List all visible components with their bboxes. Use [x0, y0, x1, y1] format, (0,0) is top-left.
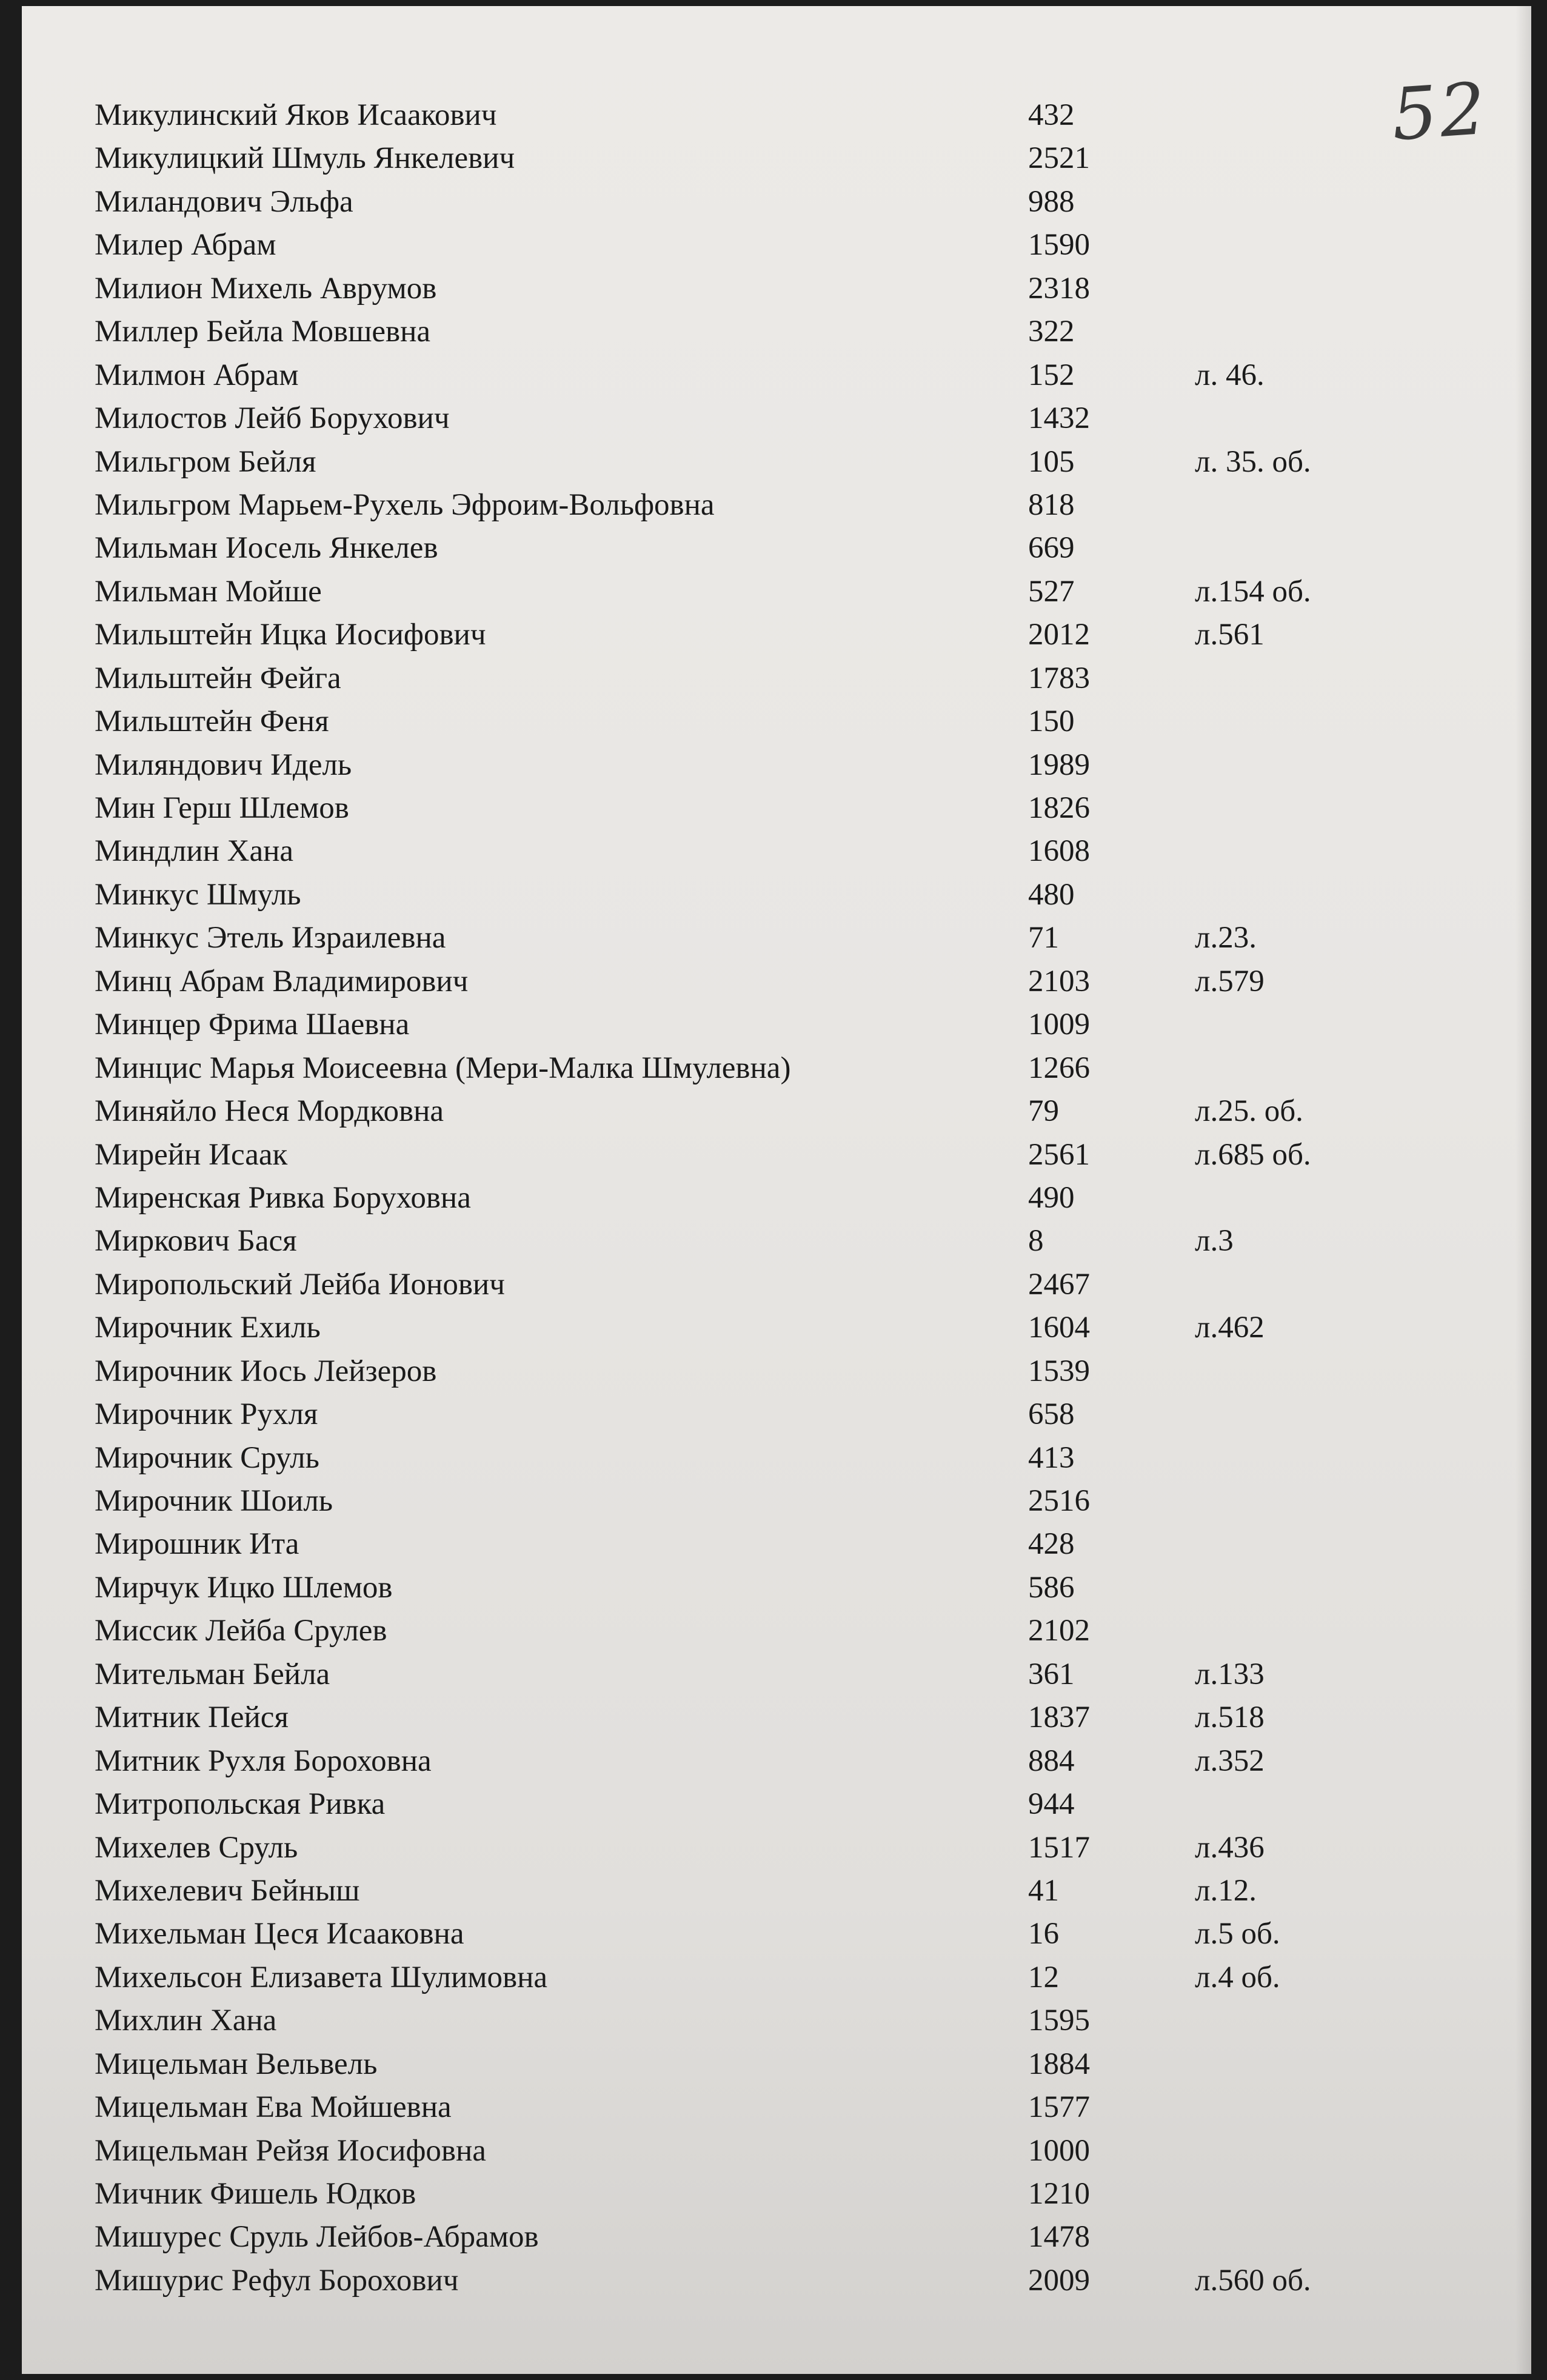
record-row: [22, 354, 1416, 397]
record-row: [22, 1999, 1416, 2042]
record-number: 884: [1028, 1743, 1075, 1778]
record-number: 1783: [1028, 661, 1090, 695]
record-name: Минцер Фрима Шаевна: [95, 1008, 410, 1042]
record-row: [22, 960, 1416, 1003]
record-row: [22, 1566, 1416, 1610]
record-number: 480: [1028, 877, 1075, 912]
record-name: Мицельман Вельвель: [95, 2047, 378, 2081]
record-name: Мительман Бейла: [95, 1657, 330, 1691]
record-leaf-reference: л.560 об.: [1195, 2263, 1311, 2298]
record-name: Мирошник Ита: [95, 1527, 299, 1562]
record-row: [22, 181, 1416, 224]
record-row: [22, 224, 1416, 267]
record-name: Михелевич Бейныш: [95, 1873, 360, 1908]
record-name: Милион Михель Аврумов: [95, 271, 437, 306]
record-name: Мильгром Бейля: [95, 444, 316, 479]
record-name: Мильштейн Ицка Иосифович: [95, 618, 486, 652]
record-row: [22, 2259, 1416, 2302]
record-number: 2516: [1028, 1484, 1090, 1518]
record-leaf-reference: л.462: [1195, 1311, 1265, 1345]
record-name: Мишурес Сруль Лейбов-Абрамов: [95, 2220, 539, 2255]
record-number: 2009: [1028, 2263, 1090, 2298]
record-row: [22, 310, 1416, 353]
record-number: 2561: [1028, 1137, 1090, 1172]
record-number: 105: [1028, 444, 1075, 479]
record-number: 150: [1028, 704, 1075, 739]
record-leaf-reference: л.25. об.: [1195, 1094, 1303, 1129]
record-name: Мирочник Ехиль: [95, 1311, 321, 1345]
record-row: [22, 94, 1416, 137]
record-name: Мильштейн Фейга: [95, 661, 341, 695]
record-row: [22, 1003, 1416, 1046]
record-name: Минцис Марья Моисеевна (Мери-Малка Шмулевна): [95, 1051, 791, 1085]
record-name: Митропольская Ривка: [95, 1787, 386, 1822]
record-row: [22, 1523, 1416, 1566]
record-name: Миндлин Хана: [95, 834, 294, 869]
record-number: 1517: [1028, 1830, 1090, 1865]
record-name: Миландович Эльфа: [95, 184, 353, 219]
record-name: Мирейн Исаак: [95, 1137, 288, 1172]
record-row: [22, 917, 1416, 960]
record-number: 669: [1028, 531, 1075, 566]
record-name: Мицельман Рейзя Иосифовна: [95, 2133, 486, 2168]
record-row: [22, 1350, 1416, 1393]
record-row: [22, 1696, 1416, 1739]
record-leaf-reference: л.5 об.: [1195, 1917, 1280, 1951]
record-number: 322: [1028, 315, 1075, 349]
record-name: Михельман Цеся Исааковна: [95, 1917, 464, 1951]
record-number: 152: [1028, 358, 1075, 392]
record-row: [22, 1177, 1416, 1220]
record-name: Миропольский Лейба Ионович: [95, 1267, 505, 1302]
record-name: Михлин Хана: [95, 2004, 277, 2038]
record-name: Михельсон Елизавета Шулимовна: [95, 1960, 548, 1994]
record-name: Милостов Лейб Борухович: [95, 401, 450, 436]
record-row: [22, 527, 1416, 570]
record-list: [22, 94, 1416, 2302]
handwritten-page-number: 52: [1389, 66, 1491, 157]
record-leaf-reference: л.23.: [1195, 921, 1257, 955]
record-number: 1577: [1028, 2090, 1090, 2125]
record-name: Мицельман Ева Мойшевна: [95, 2090, 452, 2125]
record-row: [22, 1740, 1416, 1783]
record-number: 12: [1028, 1960, 1059, 1994]
document-page: [22, 6, 1531, 2374]
record-name: Миляндович Идель: [95, 747, 352, 782]
record-number: 1266: [1028, 1051, 1090, 1085]
record-leaf-reference: л.561: [1195, 618, 1265, 652]
record-name: Миссик Лейба Срулев: [95, 1614, 387, 1648]
record-row: [22, 267, 1416, 310]
record-row: [22, 744, 1416, 787]
record-leaf-reference: л.436: [1195, 1830, 1265, 1865]
record-name: Мильштейн Феня: [95, 704, 329, 739]
record-name: Митник Пейся: [95, 1700, 289, 1735]
record-row: [22, 1393, 1416, 1436]
record-row: [22, 1610, 1416, 1653]
record-number: 432: [1028, 98, 1075, 132]
record-name: Мирчук Ицко Шлемов: [95, 1570, 393, 1605]
record-name: Миллер Бейла Мовшевна: [95, 315, 431, 349]
record-leaf-reference: л. 46.: [1195, 358, 1265, 392]
record-leaf-reference: л.518: [1195, 1700, 1265, 1735]
record-name: Минкус Шмуль: [95, 877, 301, 912]
record-row: [22, 1653, 1416, 1696]
record-row: [22, 2216, 1416, 2259]
record-number: 2521: [1028, 141, 1090, 176]
record-number: 988: [1028, 184, 1075, 219]
record-row: [22, 874, 1416, 917]
record-row: [22, 1827, 1416, 1870]
record-leaf-reference: л.12.: [1195, 1873, 1257, 1908]
record-number: 1837: [1028, 1700, 1090, 1735]
record-row: [22, 657, 1416, 700]
record-name: Мишурис Рефул Борохович: [95, 2263, 459, 2298]
record-name: Мирочник Сруль: [95, 1440, 319, 1475]
record-leaf-reference: л.685 об.: [1195, 1137, 1311, 1172]
record-row: [22, 137, 1416, 180]
record-leaf-reference: л.154 об.: [1195, 574, 1311, 609]
record-number: 1884: [1028, 2047, 1090, 2081]
record-number: 2012: [1028, 618, 1090, 652]
record-name: Миняйло Неся Мордковна: [95, 1094, 444, 1129]
record-row: [22, 1134, 1416, 1177]
record-row: [22, 787, 1416, 830]
record-row: [22, 1783, 1416, 1826]
record-number: 2467: [1028, 1267, 1090, 1302]
record-name: Миркович Бася: [95, 1224, 297, 1259]
record-number: 1210: [1028, 2177, 1090, 2211]
record-row: [22, 2086, 1416, 2129]
record-number: 1432: [1028, 401, 1090, 436]
record-row: [22, 1870, 1416, 1913]
record-number: 1595: [1028, 2004, 1090, 2038]
record-leaf-reference: л.3: [1195, 1224, 1234, 1259]
record-row: [22, 570, 1416, 613]
record-number: 41: [1028, 1873, 1059, 1908]
record-number: 16: [1028, 1917, 1059, 1951]
record-number: 361: [1028, 1657, 1075, 1691]
record-name: Михелев Сруль: [95, 1830, 298, 1865]
record-number: 1608: [1028, 834, 1090, 869]
record-row: [22, 1437, 1416, 1480]
record-number: 586: [1028, 1570, 1075, 1605]
record-number: 79: [1028, 1094, 1059, 1129]
record-row: [22, 2130, 1416, 2173]
record-row: [22, 613, 1416, 657]
record-number: 8: [1028, 1224, 1044, 1259]
record-name: Мильман Иосель Янкелев: [95, 531, 438, 566]
record-name: Милмон Абрам: [95, 358, 299, 392]
record-number: 1826: [1028, 791, 1090, 825]
record-name: Мин Герш Шлемов: [95, 791, 349, 825]
record-number: 2103: [1028, 964, 1090, 998]
record-number: 428: [1028, 1527, 1075, 1562]
record-row: [22, 1263, 1416, 1306]
record-name: Мичник Фишель Юдков: [95, 2177, 416, 2211]
record-name: Мирочник Иось Лейзеров: [95, 1354, 437, 1388]
record-name: Мирочник Шоиль: [95, 1484, 333, 1518]
record-number: 1590: [1028, 228, 1090, 262]
record-number: 818: [1028, 487, 1075, 522]
record-row: [22, 484, 1416, 527]
record-row: [22, 1047, 1416, 1090]
record-name: Милер Абрам: [95, 228, 276, 262]
record-name: Мильгром Марьем-Рухель Эфроим-Вольфовна: [95, 487, 715, 522]
record-number: 490: [1028, 1180, 1075, 1215]
record-row: [22, 1956, 1416, 1999]
record-leaf-reference: л.4 об.: [1195, 1960, 1280, 1994]
record-row: [22, 441, 1416, 484]
record-row: [22, 2043, 1416, 2086]
record-leaf-reference: л. 35. об.: [1195, 444, 1311, 479]
record-name: Митник Рухля Бороховна: [95, 1743, 432, 1778]
record-number: 1000: [1028, 2133, 1090, 2168]
record-number: 2318: [1028, 271, 1090, 306]
record-row: [22, 1090, 1416, 1133]
record-name: Мирочник Рухля: [95, 1397, 318, 1432]
record-number: 1009: [1028, 1008, 1090, 1042]
record-name: Минкус Этель Израилевна: [95, 921, 446, 955]
record-row: [22, 1913, 1416, 1956]
record-row: [22, 1306, 1416, 1349]
record-number: 2102: [1028, 1614, 1090, 1648]
record-number: 71: [1028, 921, 1059, 955]
record-number: 1478: [1028, 2220, 1090, 2255]
record-number: 658: [1028, 1397, 1075, 1432]
record-number: 944: [1028, 1787, 1075, 1822]
record-name: Минц Абрам Владимирович: [95, 964, 469, 998]
record-name: Микулицкий Шмуль Янкелевич: [95, 141, 515, 176]
record-number: 1539: [1028, 1354, 1090, 1388]
record-name: Мильман Мойше: [95, 574, 322, 609]
record-name: Миренская Ривка Боруховна: [95, 1180, 471, 1215]
record-number: 1989: [1028, 747, 1090, 782]
record-row: [22, 700, 1416, 743]
record-leaf-reference: л.133: [1195, 1657, 1265, 1691]
record-number: 413: [1028, 1440, 1075, 1475]
record-row: [22, 830, 1416, 873]
record-row: [22, 1220, 1416, 1263]
record-number: 1604: [1028, 1311, 1090, 1345]
record-name: Микулинский Яков Исаакович: [95, 98, 497, 132]
record-number: 527: [1028, 574, 1075, 609]
record-row: [22, 1480, 1416, 1523]
record-leaf-reference: л.579: [1195, 964, 1265, 998]
record-leaf-reference: л.352: [1195, 1743, 1265, 1778]
record-row: [22, 397, 1416, 440]
record-row: [22, 2173, 1416, 2216]
